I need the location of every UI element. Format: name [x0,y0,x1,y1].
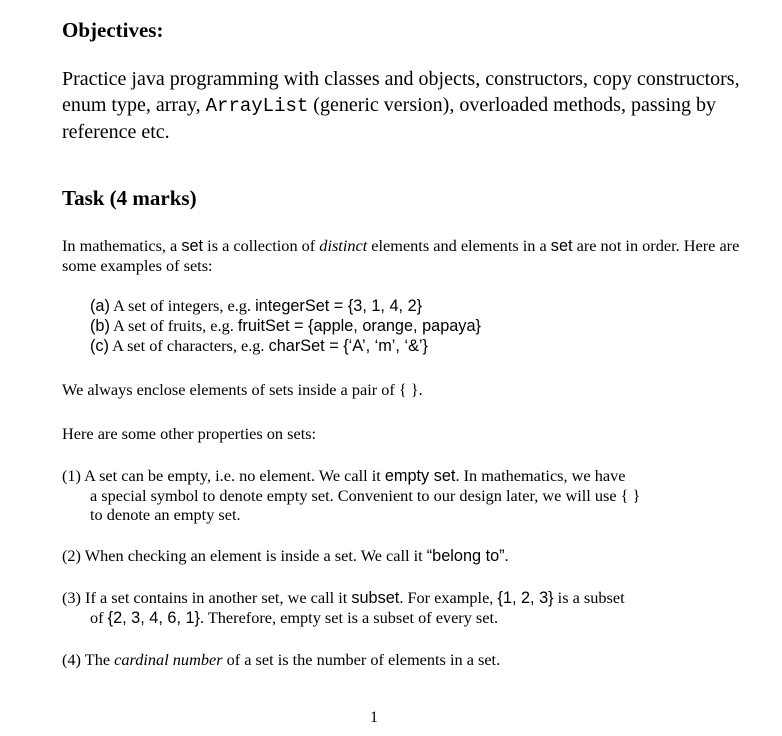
objectives-text-end: (generic version), overloaded methods, passing by reference etc. [62,94,716,143]
objectives-paragraph [62,66,752,145]
subset-term: subset [351,589,400,607]
property-text: (3) If a set contains in another set, we call it [62,588,352,607]
item-value: charSet = {‘A’, ‘m’, ‘&’} [268,337,428,355]
list-item [90,336,481,356]
item-value: integerSet = {3, 1, 4, 2} [255,297,423,315]
set-value: {2, 3, 4, 6, 1} [107,609,200,627]
set-value: {1, 2, 3} [497,589,554,607]
intro-text: is a collection of [203,236,320,255]
property-text: (1) A set can be empty, i.e. no element. We call it [62,466,385,485]
item-value: fruitSet = {apple, orange, papaya} [237,317,481,335]
list-item [90,296,481,316]
page-number: 1 [370,709,378,726]
item-prefix: (b) [90,317,110,335]
property-text: (2) When checking an element is inside a set. We call it [62,546,427,565]
item-text: A set of characters, e.g. [108,336,269,355]
intro-text: In mathematics, a [62,236,182,255]
properties-intro: Here are some other properties on sets: [62,424,317,443]
property-text: to denote an empty set. [90,505,241,524]
item-prefix: (a) [90,297,110,315]
property-text: of [90,608,108,627]
set-examples-list [90,296,481,356]
item-prefix: (c) [90,337,109,355]
property-text: . [504,546,509,565]
enclose-paragraph: We always enclose elements of sets inside a pair of { }. [62,380,423,399]
task-heading: Task (4 marks) [62,186,197,210]
property-text: . For example, [399,588,498,607]
intro-text: elements and elements in a [367,236,551,255]
set-term: set [181,237,204,255]
property-4 [62,650,712,669]
arraylist-code: ArrayList [205,95,309,117]
belong-to-term: “belong to” [426,547,505,565]
cardinal-number-term: cardinal number [114,650,223,669]
list-item [90,316,481,336]
objectives-heading: Objectives: [62,18,164,42]
set-term: set [550,237,573,255]
property-2 [62,546,712,566]
empty-set-term: empty set [384,467,456,485]
property-text: is a subset [553,588,625,607]
property-3 [62,588,712,628]
item-text: A set of integers, e.g. [109,296,256,315]
objectives-text: Practice java programming with classes and objects, constructors, copy constructors, enum type, array, [62,68,740,116]
property-text: a special symbol to denote empty set. Convenient to our design later, we will use { } [90,486,641,505]
intro-text: are not in order. Here are some examples of sets: [62,236,740,275]
property-text: (4) The [62,650,115,669]
item-text: A set of fruits, e.g. [109,316,238,335]
property-text: . Therefore, empty set is a subset of every set. [199,608,499,627]
property-1 [62,466,712,524]
task-intro-paragraph [62,236,752,275]
property-text: . In mathematics, we have [455,466,626,485]
distinct-term: distinct [319,236,368,255]
property-text: of a set is the number of elements in a set. [222,650,501,669]
